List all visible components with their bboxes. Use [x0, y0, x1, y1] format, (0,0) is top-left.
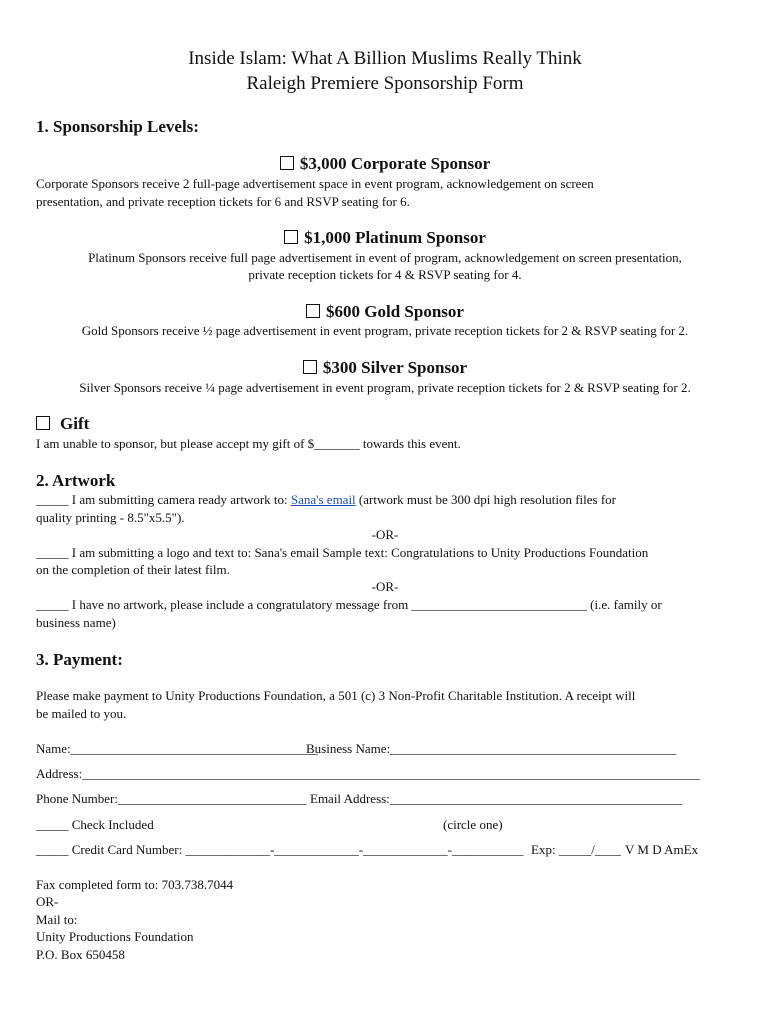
section-sponsorship-heading: 1. Sponsorship Levels:: [36, 117, 199, 136]
credit-card-field[interactable]: _____ Credit Card Number: _____________-_____________-_____________-___________: [36, 842, 524, 857]
level-desc: private reception tickets for 4 & RSVP seating for 4.: [248, 267, 522, 282]
page-subtitle: Raleigh Premiere Sponsorship Form: [246, 73, 524, 94]
artwork-option-text: on the completion of their latest film.: [36, 562, 230, 577]
artwork-option-text: _____ I am submitting camera ready artwork to:: [36, 492, 291, 507]
level-desc: Silver Sponsors receive ¼ page advertisement in event program, private reception tickets for 2 & RSVP seating for 2.: [79, 380, 691, 395]
artwork-option-text: (artwork must be 300 dpi high resolution files for: [355, 492, 616, 507]
fax-instruction: Fax completed form to: 703.738.7044: [36, 877, 234, 892]
card-type-options[interactable]: V M D AmEx: [625, 842, 699, 857]
checkbox-icon[interactable]: [284, 230, 298, 244]
artwork-option-text: quality printing - 8.5"x5.5").: [36, 510, 185, 525]
level-label: $300 Silver Sponsor: [322, 358, 468, 377]
check-included-field[interactable]: _____ Check Included: [36, 817, 154, 832]
business-name-field[interactable]: Business Name:____________________________________________: [306, 741, 677, 756]
or-text: OR-: [36, 894, 59, 909]
checkbox-icon[interactable]: [303, 360, 317, 374]
gift-desc: I am unable to sponsor, but please accept my gift of $_______ towards this event.: [36, 436, 461, 451]
or-separator: -OR-: [371, 579, 399, 594]
gift-label: Gift: [60, 414, 90, 433]
level-corporate[interactable]: [0, 154, 770, 174]
checkbox-icon[interactable]: [280, 156, 294, 170]
gift-option[interactable]: [36, 414, 89, 434]
sana-email-link[interactable]: Sana's email: [290, 492, 356, 507]
name-field[interactable]: Name:______________________________________: [36, 741, 318, 756]
level-desc: Corporate Sponsors receive 2 full-page advertisement space in event program, acknowledgement on screen: [36, 176, 594, 191]
address-field[interactable]: Address:_______________________________________________________________________________________________: [36, 766, 700, 781]
page-title: Inside Islam: What A Billion Muslims Really Think: [188, 48, 582, 69]
artwork-option-none: _____ I have no artwork, please include a congratulatory message from ___________________________ (i.e. family or: [36, 597, 662, 612]
level-desc: Platinum Sponsors receive full page advertisement in event of program, acknowledgement on screen presentation,: [88, 250, 682, 265]
level-label: $1,000 Platinum Sponsor: [304, 228, 486, 247]
circle-one-note: (circle one): [443, 817, 503, 832]
phone-field[interactable]: Phone Number:_____________________________: [36, 791, 307, 806]
checkbox-icon[interactable]: [36, 416, 50, 430]
mail-to-label: Mail to:: [36, 912, 78, 927]
section-payment-heading: 3. Payment:: [36, 650, 123, 669]
or-separator: -OR-: [371, 527, 399, 542]
email-field[interactable]: Email Address:_____________________________________________: [310, 791, 683, 806]
level-platinum[interactable]: [0, 228, 770, 248]
level-gold[interactable]: [0, 302, 770, 322]
expiry-field[interactable]: Exp: _____/____: [531, 842, 621, 857]
payment-note: be mailed to you.: [36, 706, 127, 721]
level-desc: presentation, and private reception tickets for 6 and RSVP seating for 6.: [36, 194, 410, 209]
mail-po-box: P.O. Box 650458: [36, 947, 125, 962]
artwork-option-logo: _____ I am submitting a logo and text to: Sana's email Sample text: Congratulations to Unity Productions Foundation: [36, 545, 649, 560]
payment-note: Please make payment to Unity Productions Foundation, a 501 (c) 3 Non-Profit Charitable Institution. A receipt will: [36, 688, 636, 703]
level-label: $600 Gold Sponsor: [326, 302, 464, 321]
mail-org: Unity Productions Foundation: [36, 929, 194, 944]
artwork-option-camera-ready: [36, 491, 616, 509]
level-label: $3,000 Corporate Sponsor: [299, 154, 491, 173]
level-desc: Gold Sponsors receive ½ page advertisement in event program, private reception tickets for 2 & RSVP seating for 2.: [81, 323, 689, 338]
level-silver[interactable]: [0, 358, 770, 378]
checkbox-icon[interactable]: [306, 304, 320, 318]
section-artwork-heading: 2. Artwork: [36, 471, 116, 490]
artwork-option-text: business name): [36, 615, 116, 630]
